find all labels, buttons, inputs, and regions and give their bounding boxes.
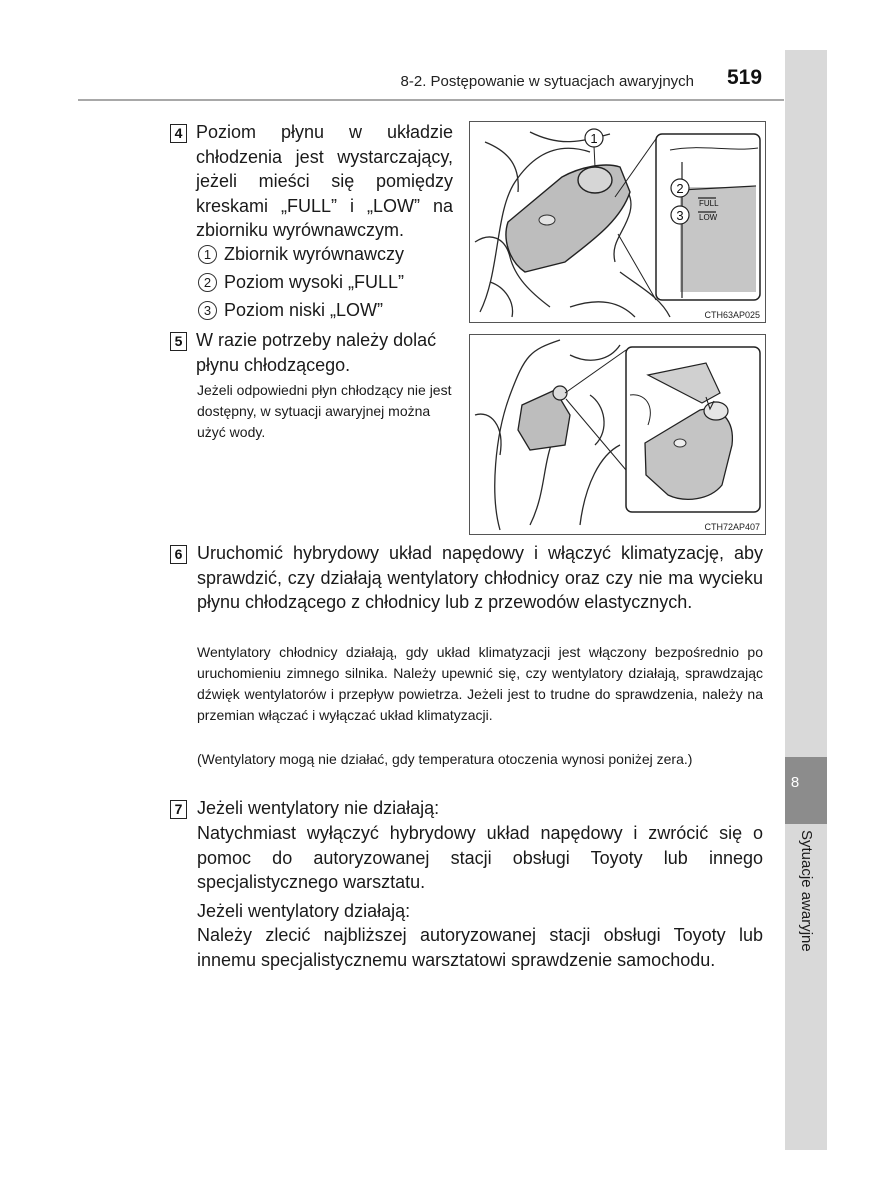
callout-3-label: Poziom niski „LOW” (224, 300, 384, 320)
section-title: 8-2. Postępowanie w sytuacjach awaryjnych (400, 73, 694, 90)
chapter-title: Sytuacje awaryjne (798, 830, 815, 952)
callout-1-label: Zbiornik wyrównawczy (224, 244, 405, 264)
step-number-5: 5 (170, 332, 187, 351)
page-number: 519 (727, 66, 763, 89)
engine-bay-illustration (470, 122, 765, 322)
fig1-mark-low: LOW (699, 213, 718, 222)
figure-refill-coolant (469, 334, 766, 535)
step-number-6: 6 (170, 545, 187, 564)
callout-2 (198, 270, 404, 294)
callout-1 (198, 242, 404, 266)
fig1-callout-1: 1 (590, 131, 598, 146)
step-6-text: Uruchomić hybrydowy układ napędowy i włączyć klimatyzację, aby sprawdzić, czy działają wentylatory chłodnicy oraz czy nie ma wycieku płynu chłodzącego z chłodnicy lub z przewodów elastycznych. (197, 543, 763, 612)
step-6-note: Wentylatory chłodnicy działają, gdy układ klimatyzacji jest włączony bezpośrednio po uruchomieniu zimnego silnika. Należy upewnić się, czy wentylatory działają, sprawdzając dźwięk wentylatorów i przepływ powietrza. Jeżeli jest to trudne do sprawdzenia, należy na przemian włączać i wyłączać układ klimatyzacji. (197, 644, 763, 723)
chapter-number: 8 (790, 774, 800, 791)
callout-2-number: 2 (198, 273, 217, 292)
step-number-4: 4 (170, 124, 187, 143)
callout-3-number: 3 (198, 301, 217, 320)
step-4-text: Poziom płynu w układzie chłodzenia jest wystarczający, jeżeli mieści się pomiędzy kreskami „FULL” i „LOW” na zbiorniku wyrównawczym. (196, 122, 453, 240)
step-5-note: Jeżeli odpowiedni płyn chłodzący nie jest dostępny, w sytuacji awaryjnej można użyć wody. (197, 382, 452, 440)
figure-reservoir-level (469, 121, 766, 323)
step-number-7: 7 (170, 800, 187, 819)
chapter-tab-strip (785, 50, 827, 1150)
callout-3 (198, 298, 383, 322)
header-divider (78, 99, 784, 101)
step-5-text: W razie potrzeby należy dolać płynu chłodzącego. (196, 330, 437, 375)
figure-1-code: CTH63AP025 (704, 310, 760, 320)
step-7-text: Natychmiast wyłączyć hybrydowy układ napędowy i zwrócić się o pomoc do autoryzowanej stacji obsługi Toyoty lub innego specjalistycznego warsztatu. (197, 823, 763, 892)
refill-illustration (470, 335, 765, 534)
step-7-heading-2: Jeżeli wentylatory działają: (197, 901, 411, 921)
callout-2-label: Poziom wysoki „FULL” (224, 272, 405, 292)
step-7-heading: Jeżeli wentylatory nie działają: (197, 798, 440, 818)
step-7-text-2: Należy zlecić najbliższej autoryzowanej stacji obsługi Toyoty lub innemu specjalistycznemu warsztatowi sprawdzenie samochodu. (197, 925, 763, 970)
callout-1-number: 1 (198, 245, 217, 264)
fig1-callout-2: 2 (676, 181, 684, 196)
fig1-mark-full: FULL (699, 199, 719, 208)
figure-2-code: CTH72AP407 (704, 522, 760, 532)
step-6-note-2: (Wentylatory mogą nie działać, gdy temperatura otoczenia wynosi poniżej zera.) (197, 751, 693, 767)
fig1-callout-3: 3 (676, 208, 684, 223)
